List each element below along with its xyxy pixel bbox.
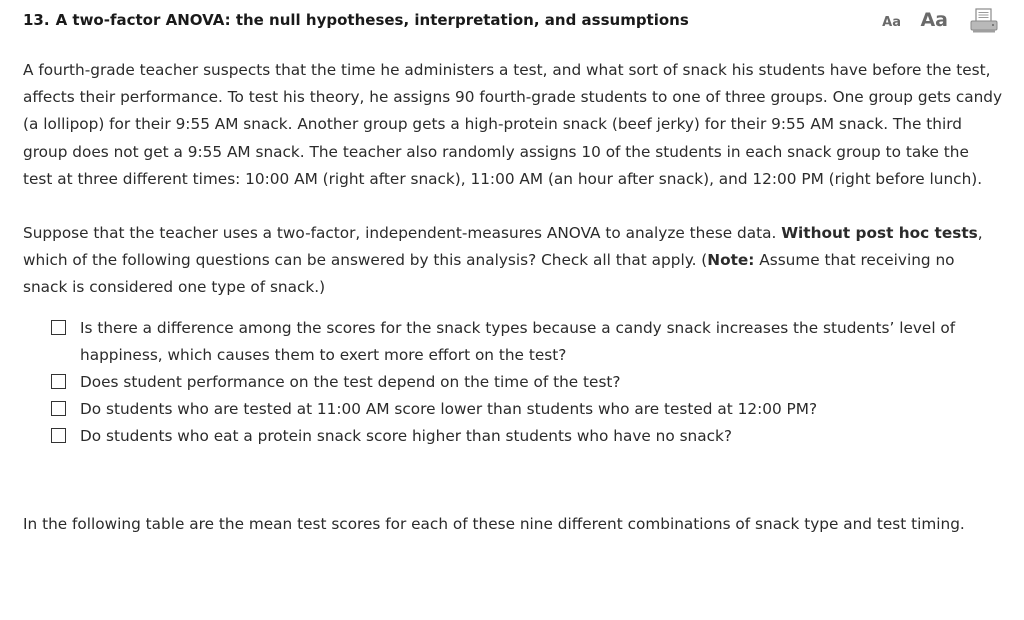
option-label: Do students who eat a protein snack score higher than students who have no snack? xyxy=(80,427,732,446)
answer-option[interactable] xyxy=(50,315,1003,369)
decrease-text-size-button[interactable]: Aa xyxy=(882,15,901,30)
checkbox[interactable] xyxy=(51,374,66,389)
question-title-text: A two-factor ANOVA: the null hypotheses, interpretation, and assumptions xyxy=(55,11,689,29)
checkbox[interactable] xyxy=(51,320,66,335)
question-number: 13. xyxy=(23,11,50,29)
printer-icon[interactable] xyxy=(968,8,1000,34)
scenario-paragraph: A fourth-grade teacher suspects that the time he administers a test, and what sort of snack his students have before the test, affects their performance. To test his theory, he assigns 90 fourth-grade students to one of three groups. One group gets candy (a lollipop) for their 9:55 AM snack. Another group gets a high-protein snack (beef jerky) for their 9:55 AM snack. The third group does not get a 9:55 AM snack. The teacher also randomly assigns 10 of the students in each snack group to take the test at three different times: 10:00 AM (right after snack), 11:00 AM (an hour after snack), and 12:00 PM (right before lunch). xyxy=(23,61,1003,188)
prompt-text-1: Suppose that the teacher uses a two-factor, independent-measures ANOVA to analyze these data. xyxy=(23,224,782,243)
answer-option[interactable] xyxy=(50,369,1003,396)
checkbox[interactable] xyxy=(51,401,66,416)
note-label: Note: xyxy=(707,251,755,270)
option-label: Do students who are tested at 11:00 AM score lower than students who are tested at 12:00 PM? xyxy=(80,400,818,419)
table-intro-paragraph: In the following table are the mean test scores for each of these nine different combinations of snack type and test timing. xyxy=(23,514,965,533)
option-label: Does student performance on the test depend on the time of the test? xyxy=(80,373,621,392)
prompt-paragraph xyxy=(23,220,1003,302)
increase-text-size-button[interactable]: Aa xyxy=(920,9,948,31)
prompt-text-3: Assume that receiving no snack is considered one type of snack.) xyxy=(23,251,955,297)
prompt-text-2: , which of the following questions can be answered by this analysis? Check all that apply. ( xyxy=(23,224,983,270)
prompt-bold-text: Without post hoc tests xyxy=(781,224,978,243)
answer-options xyxy=(50,315,1003,451)
answer-option[interactable] xyxy=(50,396,1003,423)
option-label: Is there a difference among the scores for the snack types because a candy snack increases the students’ level of happiness, which causes them to exert more effort on the test? xyxy=(80,318,956,364)
checkbox[interactable] xyxy=(51,428,66,443)
answer-option[interactable] xyxy=(50,423,1003,450)
question-header xyxy=(23,10,1004,32)
question-body xyxy=(23,57,1003,538)
question-title xyxy=(23,11,689,29)
